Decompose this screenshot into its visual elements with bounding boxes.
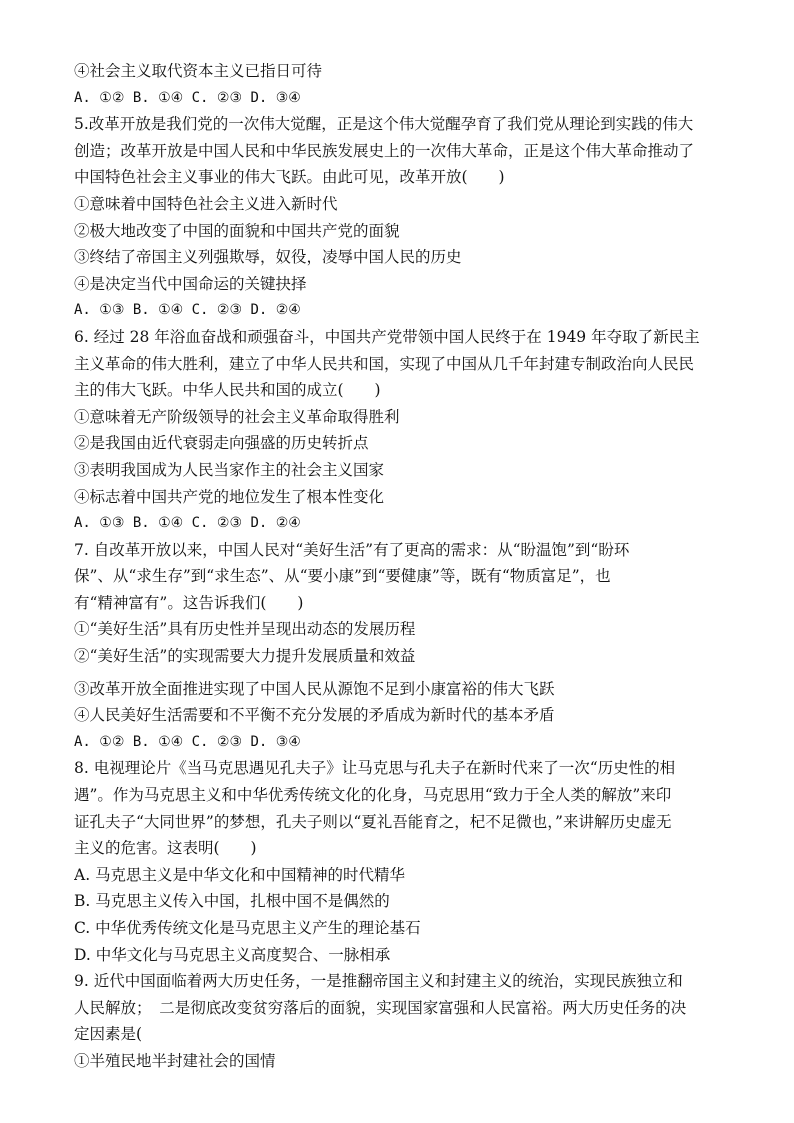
question-8-text: 遇”。作为马克思主义和中华优秀传统文化的化身，马克思用“致力于全人类的解放”来印 [74,786,672,805]
question-9-text: 定因素是( [74,1025,143,1044]
statement-item: ①意味着无产阶级领导的社会主义革命取得胜利 [74,407,400,426]
question-8-text: 主义的危害。这表明( ) [74,839,257,858]
question-8-text: 8. 电视理论片《当马克思遇见孔夫子》让马克思与孔夫子在新时代来了一次“历史性的相 [74,759,676,778]
answer-options: A. ①③ B. ①④ C. ②③ D. ②④ [74,515,301,532]
choice-option-d: D. 中华文化与马克思主义高度契合、一脉相承 [74,945,391,964]
statement-item: ④人民美好生活需要和不平衡不充分发展的矛盾成为新时代的基本矛盾 [74,706,555,725]
statement-item: ②“美好生活”的实现需要大力提升发展质量和效益 [74,647,416,666]
statement-item: ②极大地改变了中国的面貌和中国共产党的面貌 [74,221,400,240]
statement-item: ①“美好生活”具有历史性并呈现出动态的发展历程 [74,620,416,639]
answer-options: A. ①③ B. ①④ C. ②③ D. ②④ [74,302,301,319]
question-6-text: 主义革命的伟大胜利，建立了中华人民共和国，实现了中国从几千年封建专制政治向人民民 [74,354,695,373]
choice-option-a: A. 马克思主义是中华文化和中国精神的时代精华 [74,865,406,884]
statement-item: ③表明我国成为人民当家作主的社会主义国家 [74,460,385,479]
question-5-text: 5.改革开放是我们党的一次伟大觉醒，正是这个伟大觉醒孕育了我们党从理论到实践的伟大 [74,115,694,134]
question-6-text: 主的伟大飞跃。中华人民共和国的成立( ) [74,381,381,400]
question-5-text: 创造；改革开放是中国人民和中华民族发展史上的一次伟大革命，正是这个伟大革命推动了 [74,141,695,160]
statement-item: ①意味着中国特色社会主义进入新时代 [74,194,338,213]
statement-item: ①半殖民地半封建社会的国情 [74,1051,276,1070]
statement-item: ②是我国由近代衰弱走向强盛的历史转折点 [74,434,369,453]
statement-item: ④标志着中国共产党的地位发生了根本性变化 [74,487,385,506]
choice-option-c: C. 中华优秀传统文化是马克思主义产生的理论基石 [74,919,421,937]
answer-options: A. ①② B. ①④ C. ②③ D. ③④ [74,733,301,750]
answer-options: A. ①② B. ①④ C. ②③ D. ③④ [74,89,301,106]
question-5-text: 中国特色社会主义事业的伟大飞跃。由此可见，改革开放( ) [74,168,505,187]
document-page [74,58,724,1075]
question-7-text: 7. 自改革开放以来，中国人民对“美好生活”有了更高的需求：从“盼温饱”到“盼环 [74,540,630,559]
statement-item: ④是决定当代中国命运的关键抉择 [74,274,307,293]
question-9-text: 9. 近代中国面临着两大历史任务，一是推翻帝国主义和封建主义的统治，实现民族独立和 [74,972,683,991]
text-line: ④社会主义取代资本主义已指日可待 [74,62,323,80]
question-6-text: 6. 经过 28 年浴血奋战和顽强奋斗，中国共产党带领中国人民终于在 1949 年夺取了新民主 [74,327,700,346]
question-7-text: 有“精神富有”。这告诉我们( ) [74,593,304,612]
choice-option-b: B. 马克思主义传入中国，扎根中国不是偶然的 [74,892,390,911]
question-9-text: 人民解放； 二是彻底改变贫穷落后的面貌，实现国家富强和人民富裕。两大历史任务的决 [74,998,687,1017]
statement-item: ③改革开放全面推进实现了中国人民从源饱不足到小康富裕的伟大飞跃 [74,679,555,698]
statement-item: ③终结了帝国主义列强欺辱，奴役，凌辱中国人民的历史 [74,248,462,267]
question-8-text: 证孔夫子“大同世界”的梦想，孔夫子则以“夏礼吾能育之，杞不足微也，”来讲解历史虚无 [74,812,672,831]
question-7-text: 保”、从“求生存”到“求生态”、从“要小康”到“要健康”等，既有“物质富足”，也 [74,567,611,586]
